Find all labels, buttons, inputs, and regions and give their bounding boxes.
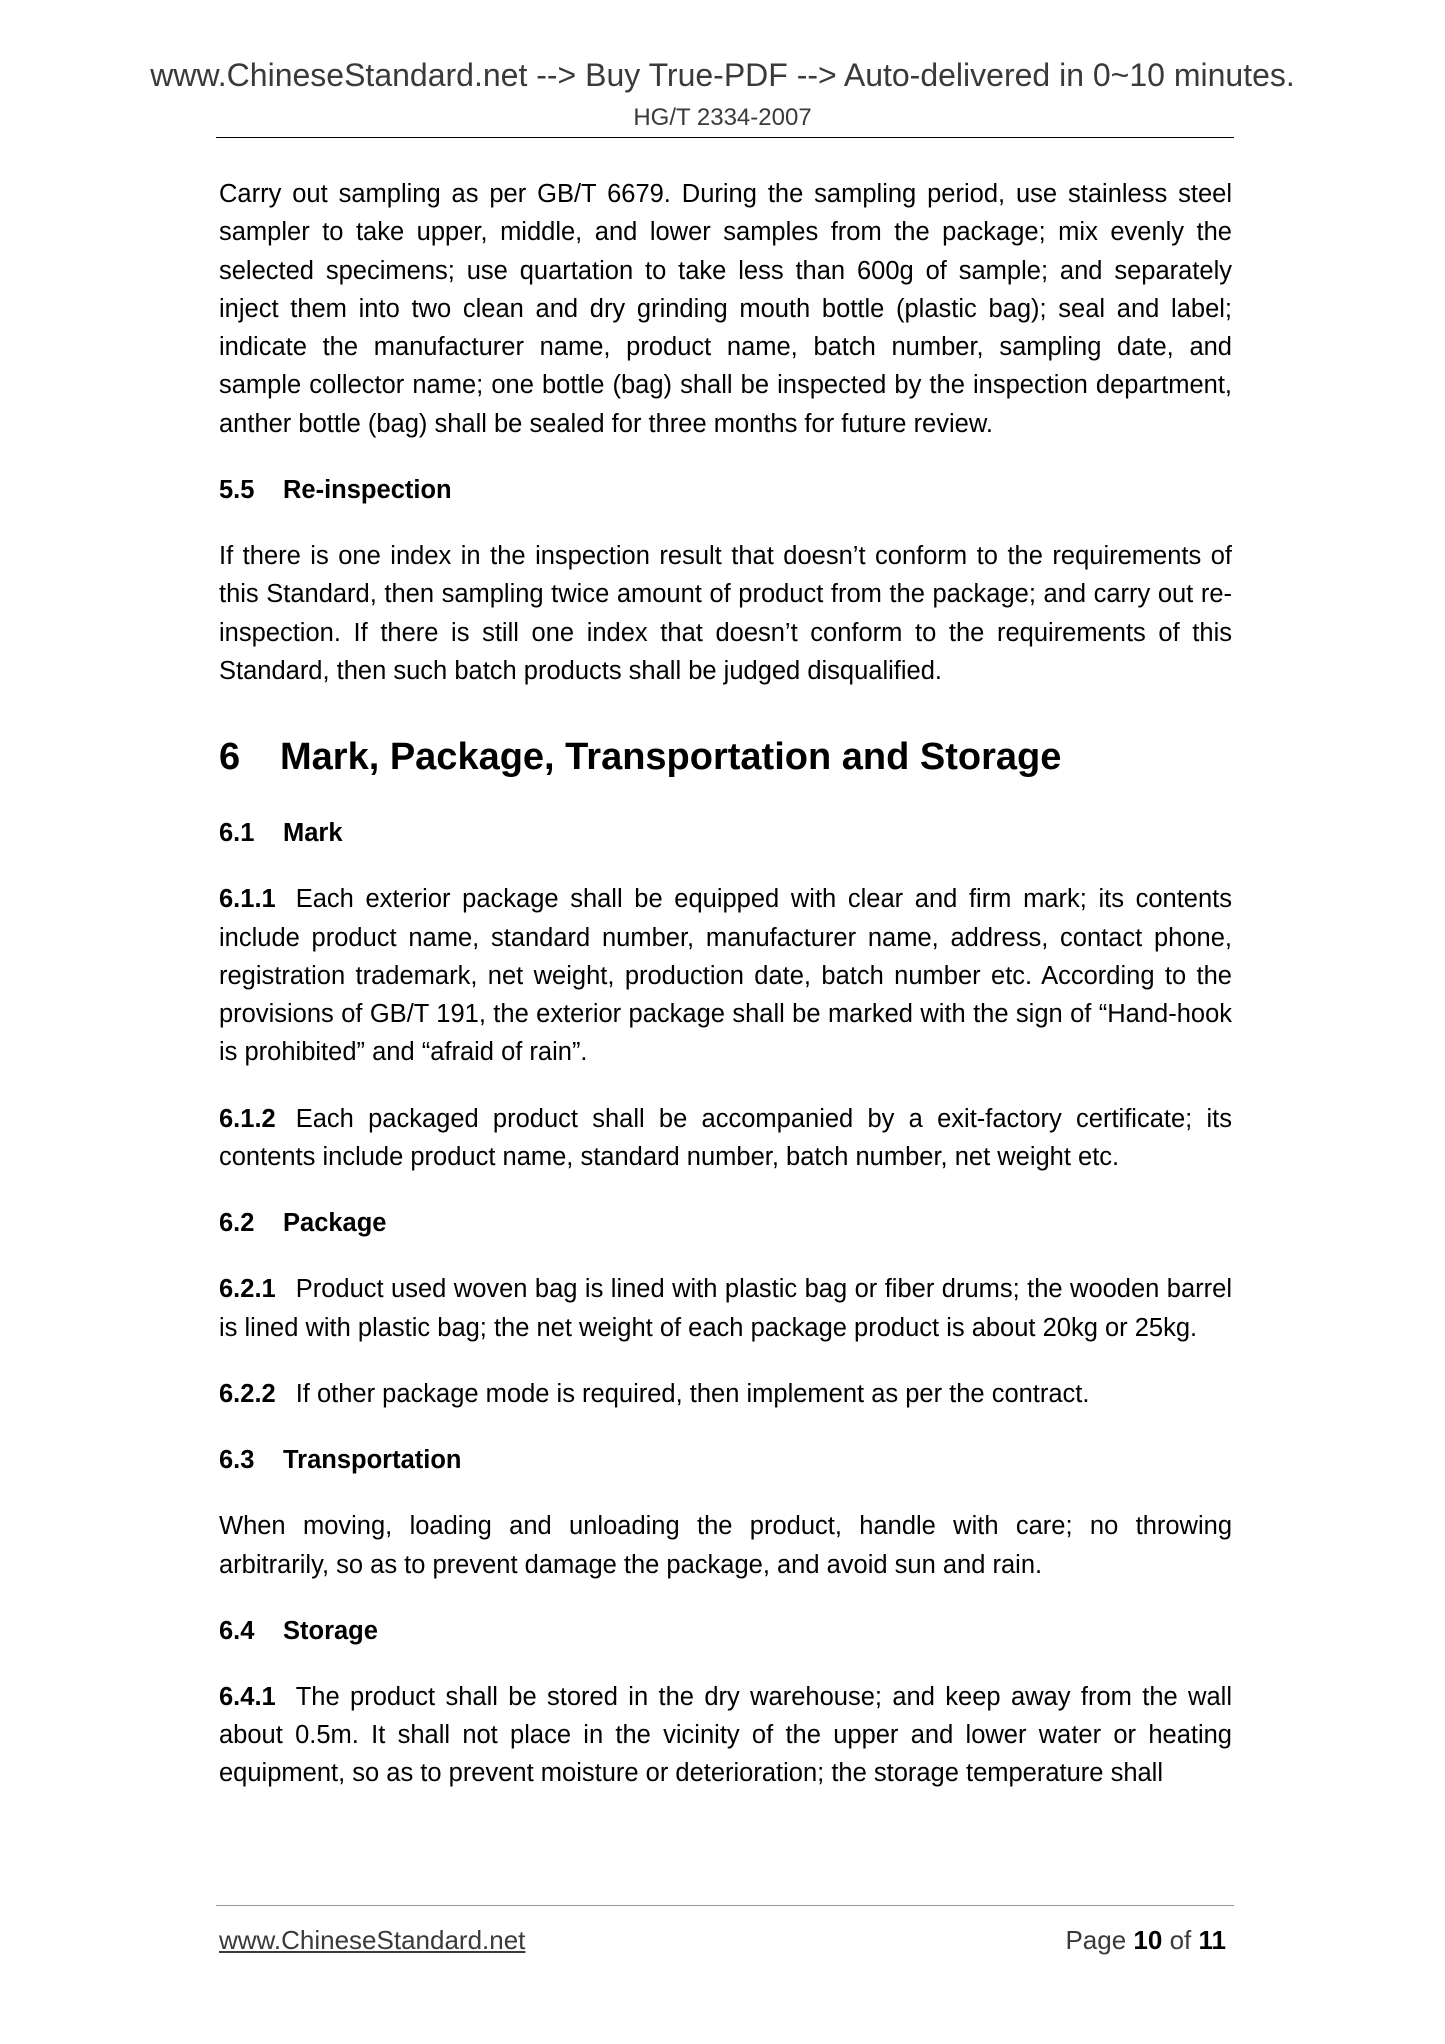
section-heading-6-3: [219, 1441, 1232, 1479]
current-page: 10: [1133, 1925, 1163, 1955]
clause-text: Product used woven bag is lined with plastic bag or fiber drums; the wooden barrel is lined with plastic bag; the net weight of each package product is about 20kg or 25kg.: [219, 1275, 1232, 1342]
header-divider: [216, 137, 1234, 138]
section-heading-6-2: [219, 1204, 1232, 1242]
section-heading-6-1: [219, 814, 1232, 852]
section-title: Package: [283, 1209, 387, 1238]
transportation-paragraph: When moving, loading and unloading the product, handle with care; no throwing arbitrarily, so as to prevent damage the package, and avoid sun and rain.: [219, 1512, 1232, 1579]
chapter-heading-6: [219, 732, 1232, 782]
clause-text: If other package mode is required, then implement as per the contract.: [295, 1379, 1090, 1408]
clause-6-1-1: [219, 880, 1232, 1071]
page-number: [1065, 1924, 1226, 1956]
clause-number: 6.2.1: [219, 1275, 276, 1304]
clause-6-4-1: [219, 1678, 1232, 1793]
clause-number: 6.1.1: [219, 885, 276, 914]
section-heading-6-4: [219, 1612, 1232, 1650]
footer-website-link[interactable]: www.ChineseStandard.net: [219, 1925, 526, 1955]
sampling-paragraph: Carry out sampling as per GB/T 6679. During the sampling period, use stainless steel sampler to take upper, middle, and lower samples from the package; mix evenly the selected specimens; use quartation to take less than 600g of sample; and separately inject them into two clean and dry grinding mouth bottle (plastic bag); seal and label; indicate the manufacturer name, product name, batch number, sampling date, and sample collector name; one bottle (bag) shall be inspected by the inspection department, anther bottle (bag) shall be sealed for three months for future review.: [219, 180, 1232, 438]
section-number: 6.1: [219, 819, 255, 848]
section-title: Re-inspection: [283, 476, 452, 505]
section-title: Storage: [283, 1616, 378, 1645]
section-number: 6.4: [219, 1616, 255, 1645]
total-pages: 11: [1198, 1925, 1226, 1955]
clause-6-1-2: [219, 1100, 1232, 1177]
clause-6-2-2: [219, 1375, 1232, 1413]
section-number: 6.3: [219, 1446, 255, 1475]
header-banner[interactable]: www.ChineseStandard.net --> Buy True-PDF --> Auto-delivered in 0~10 minutes.: [150, 57, 1295, 93]
section-heading-5-5: [219, 471, 1232, 509]
clause-text: Each exterior package shall be equipped with clear and firm mark; its contents include product name, standard number, manufacturer name, address, contact phone, registration trademark, net weight, production date, batch number etc. According to the provisions of GB/T 191, the exterior package shall be marked with the sign of “Hand-hook is prohibited” and “afraid of rain”.: [219, 885, 1232, 1067]
document-body: [219, 175, 1232, 1821]
section-title: Transportation: [283, 1446, 462, 1475]
section-title: Mark: [283, 819, 343, 848]
document-id: HG/T 2334-2007: [633, 104, 812, 131]
section-number: 5.5: [219, 476, 255, 505]
reinspection-paragraph: If there is one index in the inspection result that doesn’t conform to the requirements of this Standard, then sampling twice amount of product from the package; and carry out re-inspection. If there is still one index that doesn’t conform to the requirements of this Standard, then such batch products shall be judged disqualified.: [219, 542, 1232, 685]
clause-text: Each packaged product shall be accompanied by a exit-factory certificate; its contents include product name, standard number, batch number, net weight etc.: [219, 1104, 1232, 1172]
clause-number: 6.1.2: [219, 1104, 276, 1133]
section-number: 6.2: [219, 1209, 255, 1238]
chapter-number: 6: [219, 736, 241, 779]
clause-text: The product shall be stored in the dry warehouse; and keep away from the wall about 0.5m. It shall not place in the vicinity of the upper and lower water or heating equipment, so as to prevent moisture or deterioration; the storage temperature shall: [219, 1682, 1232, 1788]
chapter-title: Mark, Package, Transportation and Storage: [280, 736, 1062, 779]
page-word: Page: [1065, 1925, 1127, 1955]
page-of-word: of: [1169, 1925, 1192, 1955]
clause-number: 6.2.2: [219, 1379, 276, 1408]
footer-divider: [216, 1905, 1234, 1906]
clause-6-2-1: [219, 1270, 1232, 1347]
clause-number: 6.4.1: [219, 1682, 276, 1711]
